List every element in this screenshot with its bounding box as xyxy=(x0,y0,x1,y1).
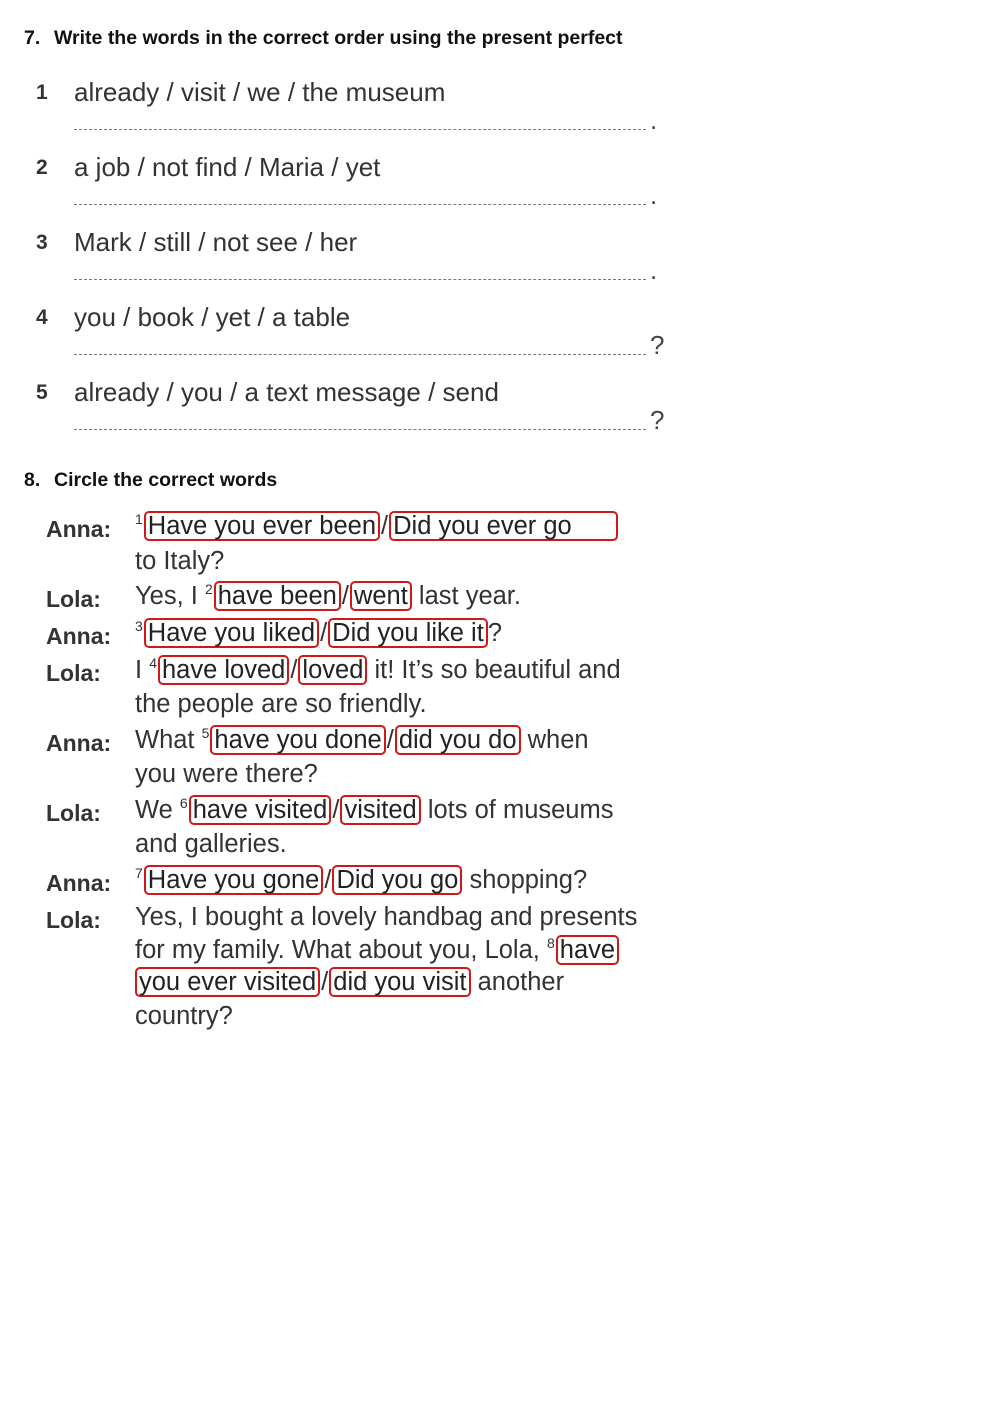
answer-option-circled[interactable]: you ever visited xyxy=(135,967,320,997)
line-text: We xyxy=(135,796,173,824)
dialogue-line: country? xyxy=(135,1002,233,1030)
answer-option-circled[interactable]: did you do xyxy=(395,725,521,755)
dialogue-line: the people are so friendly. xyxy=(135,690,427,718)
gap-number: 8 xyxy=(546,935,555,951)
dialogue-line xyxy=(135,794,613,830)
item-number: 1 xyxy=(36,81,48,104)
line-text: last year. xyxy=(418,582,521,610)
gap-number: 1 xyxy=(135,511,143,527)
gap-number: 5 xyxy=(201,725,210,741)
dialogue-line xyxy=(135,580,521,616)
answer-line[interactable] xyxy=(74,129,646,130)
answer-line[interactable] xyxy=(74,354,646,355)
dialogue-line: you were there? xyxy=(135,760,318,788)
dialogue-line: to Italy? xyxy=(135,547,225,575)
exercise-8-heading xyxy=(24,469,277,492)
answer-option-circled[interactable]: Have you liked xyxy=(144,618,319,648)
line-text: ? xyxy=(487,619,502,647)
speaker-anna: Anna: xyxy=(46,516,112,542)
item-number: 5 xyxy=(36,381,48,404)
dialogue-line xyxy=(135,510,618,546)
item-prompt: a job / not find / Maria / yet xyxy=(74,152,381,182)
item-number: 4 xyxy=(36,306,48,329)
gap-number: 2 xyxy=(204,581,213,597)
answer-option-circled[interactable]: Have you gone xyxy=(144,865,324,895)
dialogue-line xyxy=(135,966,564,999)
answer-option-circled[interactable]: have loved xyxy=(158,655,289,685)
end-punctuation: ? xyxy=(650,405,665,435)
item-prompt: already / visit / we / the museum xyxy=(74,77,446,107)
line-text: for my family. What about you, Lola, xyxy=(135,936,540,964)
option-separator: / xyxy=(324,866,332,894)
option-separator: / xyxy=(332,796,340,824)
speaker-anna: Anna: xyxy=(46,623,112,649)
speaker-anna: Anna: xyxy=(46,870,112,896)
line-text: What xyxy=(135,726,195,754)
end-punctuation: . xyxy=(650,255,658,285)
dialogue-line xyxy=(135,934,619,970)
speaker-anna: Anna: xyxy=(46,730,112,756)
option-separator: / xyxy=(341,582,349,610)
end-punctuation: . xyxy=(650,180,658,210)
dialogue-line: and galleries. xyxy=(135,830,287,858)
line-text: lots of museums xyxy=(427,796,614,824)
dialogue-line xyxy=(135,724,589,760)
answer-option-circled[interactable]: have visited xyxy=(189,795,332,825)
answer-option-circled[interactable]: Did you ever go xyxy=(389,511,618,541)
speaker-lola: Lola: xyxy=(46,660,101,686)
answer-option-circled[interactable]: have xyxy=(556,935,619,965)
answer-option-circled[interactable]: Did you like it xyxy=(328,618,488,648)
item-number: 2 xyxy=(36,156,48,179)
answer-line[interactable] xyxy=(74,204,646,205)
gap-number: 4 xyxy=(149,655,157,671)
end-punctuation: . xyxy=(650,105,658,135)
option-separator: / xyxy=(386,726,394,754)
line-text: Yes, I xyxy=(135,582,198,610)
answer-option-circled[interactable]: visited xyxy=(340,795,420,825)
gap-number: 6 xyxy=(179,795,188,811)
line-text: I xyxy=(135,656,143,684)
exercise-7-heading xyxy=(24,27,623,50)
exercise-number: 7. xyxy=(24,27,41,49)
line-text: another xyxy=(477,968,565,996)
dialogue-line xyxy=(135,617,502,653)
item-prompt: you / book / yet / a table xyxy=(74,302,351,332)
dialogue-line xyxy=(135,864,587,900)
gap-number: 3 xyxy=(135,618,143,634)
speaker-lola: Lola: xyxy=(46,586,101,612)
exercise-title: Write the words in the correct order using the present perfect xyxy=(54,27,623,49)
item-prompt: Mark / still / not see / her xyxy=(74,227,358,257)
option-separator: / xyxy=(381,512,389,540)
line-text: shopping? xyxy=(469,866,588,894)
line-text: when xyxy=(527,726,589,754)
option-separator: / xyxy=(321,968,329,996)
line-text: it! It’s so beautiful and xyxy=(374,656,621,684)
dialogue-line xyxy=(135,654,621,690)
answer-option-circled[interactable]: did you visit xyxy=(329,967,470,997)
dialogue-line: Yes, I bought a lovely handbag and presents xyxy=(135,903,638,931)
option-separator: / xyxy=(290,656,298,684)
speaker-lola: Lola: xyxy=(46,907,101,933)
answer-option-circled[interactable]: loved xyxy=(298,655,367,685)
answer-line[interactable] xyxy=(74,429,646,430)
answer-line[interactable] xyxy=(74,279,646,280)
speaker-lola: Lola: xyxy=(46,800,101,826)
exercise-title: Circle the correct words xyxy=(54,469,278,491)
item-prompt: already / you / a text message / send xyxy=(74,377,499,407)
item-number: 3 xyxy=(36,231,48,254)
end-punctuation: ? xyxy=(650,330,665,360)
answer-option-circled[interactable]: have been xyxy=(214,581,341,611)
exercise-number: 8. xyxy=(24,469,41,491)
answer-option-circled[interactable]: Have you ever been xyxy=(144,511,380,541)
gap-number: 7 xyxy=(135,865,143,881)
answer-option-circled[interactable]: went xyxy=(350,581,412,611)
answer-option-circled[interactable]: have you done xyxy=(210,725,385,755)
answer-option-circled[interactable]: Did you go xyxy=(332,865,462,895)
option-separator: / xyxy=(320,619,328,647)
